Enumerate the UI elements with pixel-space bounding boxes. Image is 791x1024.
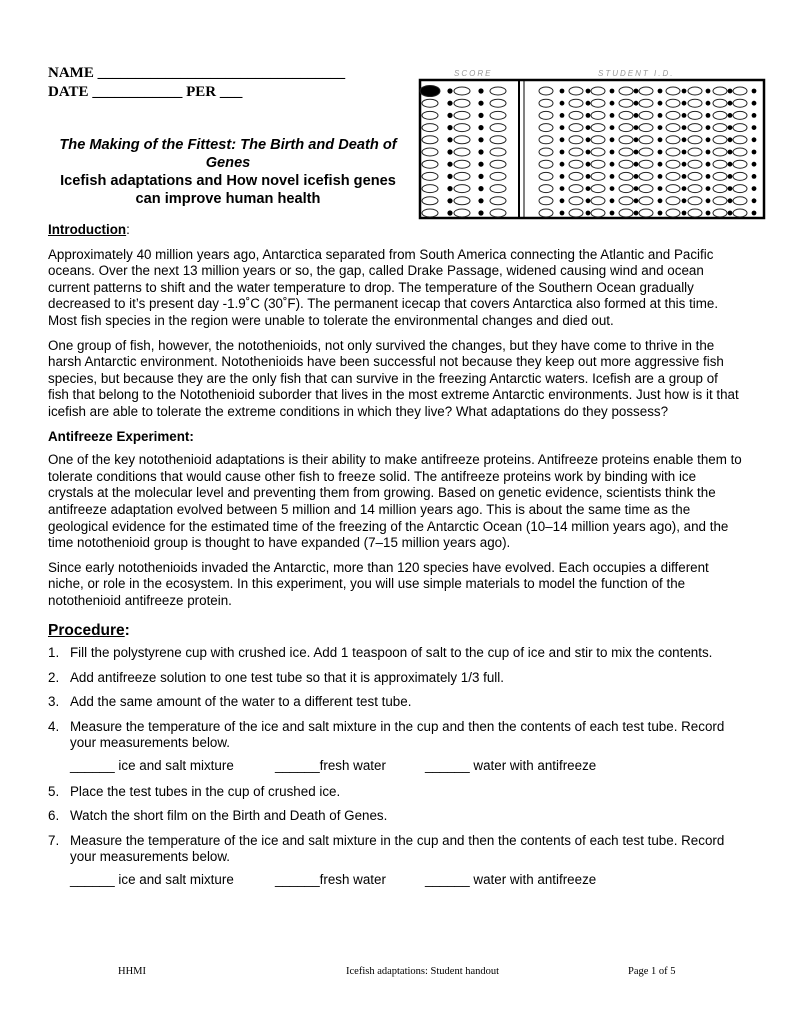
name-label: NAME [48, 65, 94, 81]
measurements-second [48, 872, 742, 889]
procedure-step: 1. Fill the polystyrene cup with crushed ice. Add 1 teaspoon of salt to the cup of ice and stir to mix the contents. [48, 645, 713, 661]
per-blank[interactable]: ___ [219, 84, 243, 100]
id-dot [682, 125, 687, 130]
id-bubble [539, 99, 553, 107]
id-dot [682, 89, 687, 94]
id-dot [706, 174, 711, 179]
measurements-first [48, 758, 742, 775]
id-bubble [639, 124, 653, 132]
id-bubble [713, 185, 727, 193]
id-bubble [639, 209, 653, 217]
id-bubble [619, 99, 633, 107]
id-dot [682, 174, 687, 179]
footer-left: HHMI [118, 966, 146, 977]
title-subtitle: Icefish adaptations and How novel icefish genes can improve human health [60, 173, 396, 207]
id-bubble [666, 172, 680, 180]
id-dot [560, 150, 565, 155]
id-dot [728, 113, 733, 118]
id-dot [706, 113, 711, 118]
id-dot [634, 89, 639, 94]
id-bubble [688, 160, 702, 168]
id-bubble [713, 209, 727, 217]
id-bubble [713, 160, 727, 168]
id-bubble [569, 148, 583, 156]
id-dot [658, 186, 663, 191]
id-dot [586, 162, 591, 167]
id-dot [560, 211, 565, 216]
score-dot [447, 198, 452, 203]
id-bubble [539, 209, 553, 217]
id-bubble [666, 148, 680, 156]
scantron-form [418, 67, 766, 220]
id-dot [634, 198, 639, 203]
score-bubble [490, 136, 506, 144]
id-dot [586, 150, 591, 155]
id-dot [728, 150, 733, 155]
id-bubble [619, 209, 633, 217]
id-bubble [733, 172, 747, 180]
id-bubble [713, 111, 727, 119]
id-bubble [569, 160, 583, 168]
score-dot [447, 113, 452, 118]
content [48, 222, 742, 898]
id-dot [610, 162, 615, 167]
id-bubble [733, 209, 747, 217]
id-bubble [666, 136, 680, 144]
id-bubble [666, 185, 680, 193]
id-dot [586, 89, 591, 94]
name-line[interactable] [48, 64, 345, 83]
id-dot [658, 125, 663, 130]
id-bubble [569, 99, 583, 107]
id-dot [752, 211, 757, 216]
score-bubble [490, 99, 506, 107]
id-dot [706, 198, 711, 203]
score-dot [447, 88, 452, 93]
score-bubble [454, 209, 470, 217]
id-bubble [733, 87, 747, 95]
blank-fresh-water-2[interactable]: ______fresh water [275, 872, 386, 887]
score-dot [478, 210, 483, 215]
id-bubble [569, 136, 583, 144]
id-dot [658, 113, 663, 118]
id-bubble [666, 124, 680, 132]
id-bubble [539, 148, 553, 156]
id-bubble [539, 185, 553, 193]
id-dot [728, 174, 733, 179]
header-fields [48, 64, 345, 102]
id-bubble [688, 185, 702, 193]
id-bubble [713, 136, 727, 144]
id-bubble [539, 87, 553, 95]
title-main: The Making of the Fittest: The Birth and Death of Genes [59, 137, 397, 171]
id-dot [610, 89, 615, 94]
score-dot [447, 186, 452, 191]
antifreeze-heading: Antifreeze Experiment: [48, 428, 194, 444]
id-bubble [619, 87, 633, 95]
score-dot [447, 101, 452, 106]
id-bubble [639, 99, 653, 107]
date-label: DATE [48, 84, 89, 100]
id-bubble [639, 136, 653, 144]
id-bubble [639, 185, 653, 193]
id-bubble [733, 111, 747, 119]
score-dot [447, 174, 452, 179]
scantron-bubbles [420, 86, 756, 218]
id-bubble [688, 197, 702, 205]
id-bubble [569, 209, 583, 217]
id-dot [560, 162, 565, 167]
id-dot [610, 211, 615, 216]
id-bubble [539, 111, 553, 119]
id-dot [610, 186, 615, 191]
id-bubble [539, 197, 553, 205]
id-bubble [666, 111, 680, 119]
score-bubble [454, 124, 470, 132]
id-bubble [666, 87, 680, 95]
id-bubble [733, 185, 747, 193]
id-bubble [569, 197, 583, 205]
id-dot [560, 174, 565, 179]
score-bubble [490, 111, 506, 119]
score-bubble [422, 124, 438, 132]
id-dot [728, 162, 733, 167]
id-bubble [733, 124, 747, 132]
score-bubble [422, 160, 438, 168]
score-bubble [454, 160, 470, 168]
procedure-step: 5. Place the test tubes in the cup of crushed ice. [48, 783, 341, 799]
title-block [46, 136, 410, 208]
id-bubble [639, 111, 653, 119]
id-dot [586, 137, 591, 142]
id-bubble [619, 172, 633, 180]
id-dot [560, 198, 565, 203]
blank-ice-salt-1[interactable]: ______ ice and salt mixture [70, 758, 234, 774]
procedure-step: 3. Add the same amount of the water to a different test tube. [48, 694, 412, 710]
id-bubble [591, 160, 605, 168]
id-bubble [619, 136, 633, 144]
id-bubble [591, 124, 605, 132]
id-dot [610, 137, 615, 142]
id-bubble [539, 124, 553, 132]
procedure-step: 7. Measure the temperature of the ice and salt mixture in the cup and then the contents of each test tube. Record your measurements below. [48, 832, 725, 865]
id-bubble [619, 148, 633, 156]
id-dot [586, 198, 591, 203]
score-bubble [490, 87, 506, 95]
id-dot [610, 174, 615, 179]
id-bubble [666, 99, 680, 107]
score-bubble [490, 185, 506, 193]
id-dot [706, 150, 711, 155]
date-line[interactable] [48, 83, 345, 102]
id-dot [682, 101, 687, 106]
procedure-step: 6. Watch the short film on the Birth and Death of Genes. [48, 808, 388, 824]
score-dot [478, 198, 483, 203]
introduction-heading: Introduction [48, 222, 127, 237]
id-bubble [688, 111, 702, 119]
id-bubble [591, 111, 605, 119]
id-dot [682, 137, 687, 142]
score-bubble [454, 99, 470, 107]
id-bubble [539, 136, 553, 144]
id-bubble [619, 197, 633, 205]
id-dot [658, 211, 663, 216]
id-dot [560, 137, 565, 142]
score-bubble [454, 87, 470, 95]
score-dot [478, 88, 483, 93]
id-dot [728, 137, 733, 142]
score-bubble [422, 197, 438, 205]
id-dot [658, 162, 663, 167]
id-bubble [713, 99, 727, 107]
score-dot [447, 125, 452, 130]
blank-fresh-water-1[interactable]: ______fresh water [275, 758, 386, 774]
student-id-label: STUDENT I.D. [598, 69, 675, 78]
score-dot [478, 162, 483, 167]
score-bubble [490, 209, 506, 217]
id-dot [682, 186, 687, 191]
id-bubble [639, 148, 653, 156]
id-bubble [591, 99, 605, 107]
id-dot [706, 162, 711, 167]
id-bubble [733, 148, 747, 156]
score-bubble [454, 148, 470, 156]
id-dot [752, 174, 757, 179]
score-bubble [454, 197, 470, 205]
id-dot [728, 89, 733, 94]
procedure-step: 2. Add antifreeze solution to one test tube so that it is approximately 1/3 full. [48, 669, 504, 685]
id-dot [610, 150, 615, 155]
id-dot [752, 162, 757, 167]
score-bubble [422, 136, 438, 144]
footer-center: Icefish adaptations: Student handout [346, 966, 500, 977]
id-dot [634, 101, 639, 106]
id-bubble [619, 160, 633, 168]
id-dot [728, 186, 733, 191]
score-bubble [454, 111, 470, 119]
score-dot [478, 186, 483, 191]
id-dot [586, 125, 591, 130]
id-dot [586, 174, 591, 179]
score-bubble [454, 185, 470, 193]
id-dot [658, 174, 663, 179]
score-bubble [490, 197, 506, 205]
blank-antifreeze-water-1[interactable]: ______ water with antifreeze [425, 758, 597, 774]
id-dot [706, 125, 711, 130]
id-dot [706, 89, 711, 94]
score-bubble [490, 124, 506, 132]
id-dot [634, 186, 639, 191]
id-bubble [733, 197, 747, 205]
id-bubble [591, 148, 605, 156]
id-dot [706, 137, 711, 142]
id-dot [752, 125, 757, 130]
score-bubble [490, 160, 506, 168]
id-dot [752, 89, 757, 94]
id-dot [682, 198, 687, 203]
id-dot [560, 125, 565, 130]
score-bubble [422, 111, 438, 119]
id-dot [586, 211, 591, 216]
id-bubble [639, 160, 653, 168]
score-dot [478, 125, 483, 130]
id-dot [728, 101, 733, 106]
procedure-heading: Procedure [48, 622, 125, 640]
id-dot [560, 186, 565, 191]
id-dot [610, 125, 615, 130]
id-dot [682, 113, 687, 118]
id-dot [682, 162, 687, 167]
score-dot [478, 137, 483, 142]
id-bubble [619, 111, 633, 119]
id-bubble [619, 185, 633, 193]
id-bubble [569, 124, 583, 132]
name-blank[interactable]: _________________________________ [97, 65, 346, 81]
id-bubble [569, 87, 583, 95]
blank-ice-salt-2[interactable]: ______ ice and salt mixture [70, 872, 234, 887]
score-bubble [422, 172, 438, 180]
id-bubble [733, 99, 747, 107]
id-bubble [591, 209, 605, 217]
id-dot [728, 198, 733, 203]
id-bubble [539, 172, 553, 180]
id-dot [706, 101, 711, 106]
id-dot [658, 89, 663, 94]
id-dot [560, 89, 565, 94]
procedure-step: 4. Measure the temperature of the ice and salt mixture in the cup and then the contents of each test tube. Record your measurements below. [48, 718, 725, 751]
score-bubble [490, 148, 506, 156]
id-dot [682, 211, 687, 216]
procedure-heading-line: Procedure: [48, 622, 130, 640]
id-bubble [713, 148, 727, 156]
id-bubble [539, 160, 553, 168]
procedure-list-continued [48, 784, 742, 866]
id-bubble [639, 172, 653, 180]
id-dot [706, 186, 711, 191]
id-dot [610, 113, 615, 118]
id-dot [658, 137, 663, 142]
id-bubble [569, 185, 583, 193]
id-bubble [688, 136, 702, 144]
score-dot [478, 174, 483, 179]
id-dot [682, 150, 687, 155]
footer-page-number: Page 1 of 5 [628, 966, 676, 977]
id-dot [752, 150, 757, 155]
intro-paragraph-1: Approximately 40 million years ago, Antarctica separated from South America connecting the Atlantic and Pacific oceans. Over the next 13 million years or so, the gap, called Drake Passage, widened causing wind and ocean current patterns to shift and the water temperature to drop. The temperature of the Southern Ocean gradually decreased to it’s present day -1.9˚C (30˚F). The permanent icecap that covers Antarctica also formed at this time. Most fish species in the region were unable to tolerate the environmental changes and died out. [48, 246, 719, 328]
score-bubble [422, 148, 438, 156]
id-bubble [666, 160, 680, 168]
score-bubble [454, 136, 470, 144]
id-dot [634, 113, 639, 118]
id-bubble [713, 124, 727, 132]
id-dot [560, 113, 565, 118]
id-dot [752, 198, 757, 203]
id-dot [658, 101, 663, 106]
id-bubble [591, 87, 605, 95]
introduction-heading-line: Introduction: [48, 222, 130, 237]
id-bubble [713, 172, 727, 180]
id-dot [658, 150, 663, 155]
score-bubble [490, 172, 506, 180]
id-bubble [591, 197, 605, 205]
score-dot [478, 149, 483, 154]
id-bubble [569, 111, 583, 119]
id-dot [634, 125, 639, 130]
id-bubble [713, 197, 727, 205]
id-bubble [688, 172, 702, 180]
per-label: PER [186, 84, 217, 100]
id-bubble [713, 87, 727, 95]
id-bubble [733, 136, 747, 144]
id-bubble [591, 172, 605, 180]
score-dot [447, 149, 452, 154]
id-dot [634, 211, 639, 216]
id-dot [586, 101, 591, 106]
score-bubble [454, 172, 470, 180]
id-bubble [688, 148, 702, 156]
antifreeze-paragraph-2: Since early notothenioids invaded the Antarctic, more than 120 species have evolved. Each occupies a different niche, or role in the ecosystem. In this experiment, you will use simple materials to model the function of the notothenioid antifreeze protein. [48, 559, 709, 608]
score-dot [447, 210, 452, 215]
antifreeze-paragraph-1: One of the key notothenioid adaptations is their ability to make antifreeze proteins. Antifreeze proteins enable them to tolerate conditions that would cause other fish to freeze solid. The antifreeze proteins work by binding with ice crystals at the molecular level and preventing them from growing. Based on genetic evidence, scientists think the antifreeze adaptation evolved between 5 million and 14 million years ago. This is about the same time as the geological evidence for the estimated time of the freezing of the Antarctic Ocean (10–14 million years ago), and the time notothenioid group is thought to have expanded (7–15 million years ago). [48, 452, 742, 551]
id-dot [610, 198, 615, 203]
id-dot [634, 150, 639, 155]
id-dot [634, 162, 639, 167]
id-dot [634, 174, 639, 179]
id-dot [560, 101, 565, 106]
score-dot [478, 113, 483, 118]
id-bubble [733, 160, 747, 168]
score-bubble [422, 99, 438, 107]
id-dot [728, 211, 733, 216]
intro-paragraph-2: One group of fish, however, the notothenioids, not only survived the changes, but they have come to thrive in the harsh Antarctic environment. Notothenioids have been successful not because they keep out more aggressive fish species, but because they are the only fish that can survive in the freezing Antarctic waters. Icefish are a group of fish that belong to the Notothenioid suborder that lives in the most extreme Antarctic environments. Just how is it that icefish are able to tolerate the extreme conditions in which they live? What adaptations do they possess? [48, 337, 739, 419]
id-dot [586, 186, 591, 191]
id-bubble [619, 124, 633, 132]
score-dot [447, 162, 452, 167]
id-bubble [688, 124, 702, 132]
score-label: SCORE [454, 69, 493, 78]
id-dot [752, 101, 757, 106]
id-dot [752, 137, 757, 142]
date-blank[interactable]: ____________ [92, 84, 183, 100]
id-dot [728, 125, 733, 130]
id-bubble [639, 87, 653, 95]
score-bubble [422, 209, 438, 217]
id-bubble [591, 136, 605, 144]
id-bubble [688, 209, 702, 217]
score-bubble [422, 185, 438, 193]
procedure-list [48, 645, 742, 752]
id-bubble [591, 185, 605, 193]
id-bubble [666, 197, 680, 205]
id-bubble [639, 197, 653, 205]
id-bubble [666, 209, 680, 217]
score-bubble [420, 86, 440, 97]
id-dot [610, 101, 615, 106]
id-dot [752, 113, 757, 118]
blank-antifreeze-water-2[interactable]: ______ water with antifreeze [425, 872, 597, 887]
id-dot [752, 186, 757, 191]
score-dot [447, 137, 452, 142]
id-dot [658, 198, 663, 203]
id-bubble [569, 172, 583, 180]
score-dot [478, 101, 483, 106]
id-bubble [688, 99, 702, 107]
id-dot [586, 113, 591, 118]
id-bubble [688, 87, 702, 95]
id-dot [634, 137, 639, 142]
id-dot [706, 211, 711, 216]
